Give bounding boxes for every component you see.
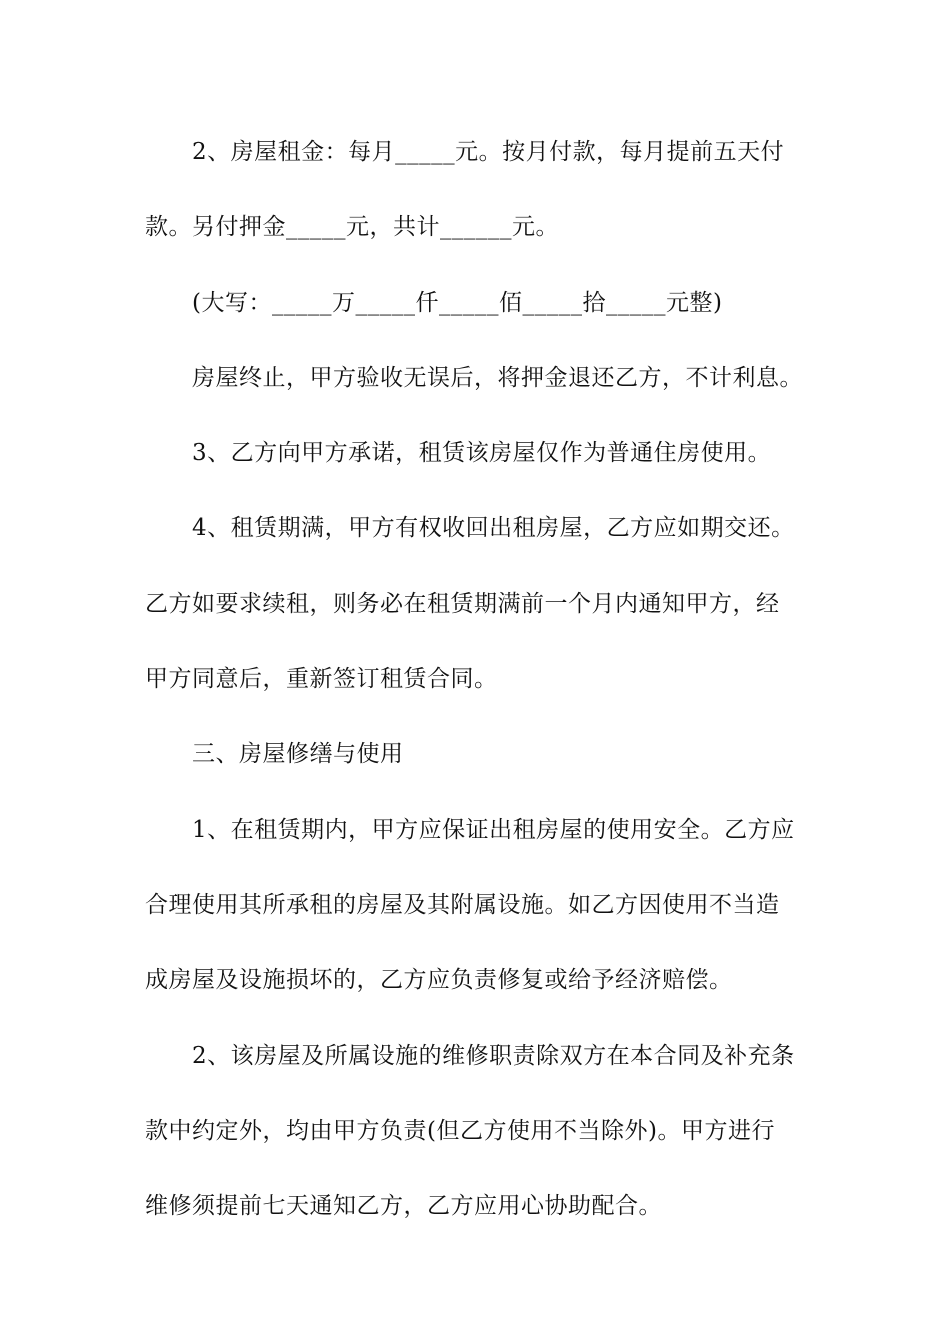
text-line: 3、乙方向甲方承诺，租赁该房屋仅作为普通住房使用。 [192,440,772,467]
text-line: 合理使用其所承租的房屋及其附属设施。如乙方因使用不当造 [145,891,780,918]
section-heading: 三、房屋修缮与使用 [192,741,404,768]
text-line: 1、在租赁期内，甲方应保证出租房屋的使用安全。乙方应 [192,816,795,843]
text-line: 款。另付押金_____元，共计______元。 [145,214,559,241]
text-line: 2、房屋租金：每月_____元。按月付款，每月提前五天付 [192,139,785,165]
text-line: 款中约定外，均由甲方负责(但乙方使用不当除外)。甲方进行 [145,1117,775,1144]
text-line: 成房屋及设施损坏的，乙方应负责修复或给予经济赔偿。 [145,967,733,994]
text-line: (大写：_____万_____仟_____佰_____拾_____元整) [192,289,723,316]
text-line: 维修须提前七天通知乙方，乙方应用心协助配合。 [145,1193,662,1220]
text-line: 乙方如要求续租，则务必在租赁期满前一个月内通知甲方，经 [145,590,780,617]
text-line: 甲方同意后，重新签订租赁合同。 [145,666,498,693]
text-line: 2、该房屋及所属设施的维修职责除双方在本合同及补充条 [192,1042,795,1069]
text-line: 4、租赁期满，甲方有权收回出租房屋，乙方应如期交还。 [192,515,795,542]
document-body [145,126,815,1255]
text-line: 房屋终止，甲方验收无误后，将押金退还乙方，不计利息。 [192,364,803,391]
